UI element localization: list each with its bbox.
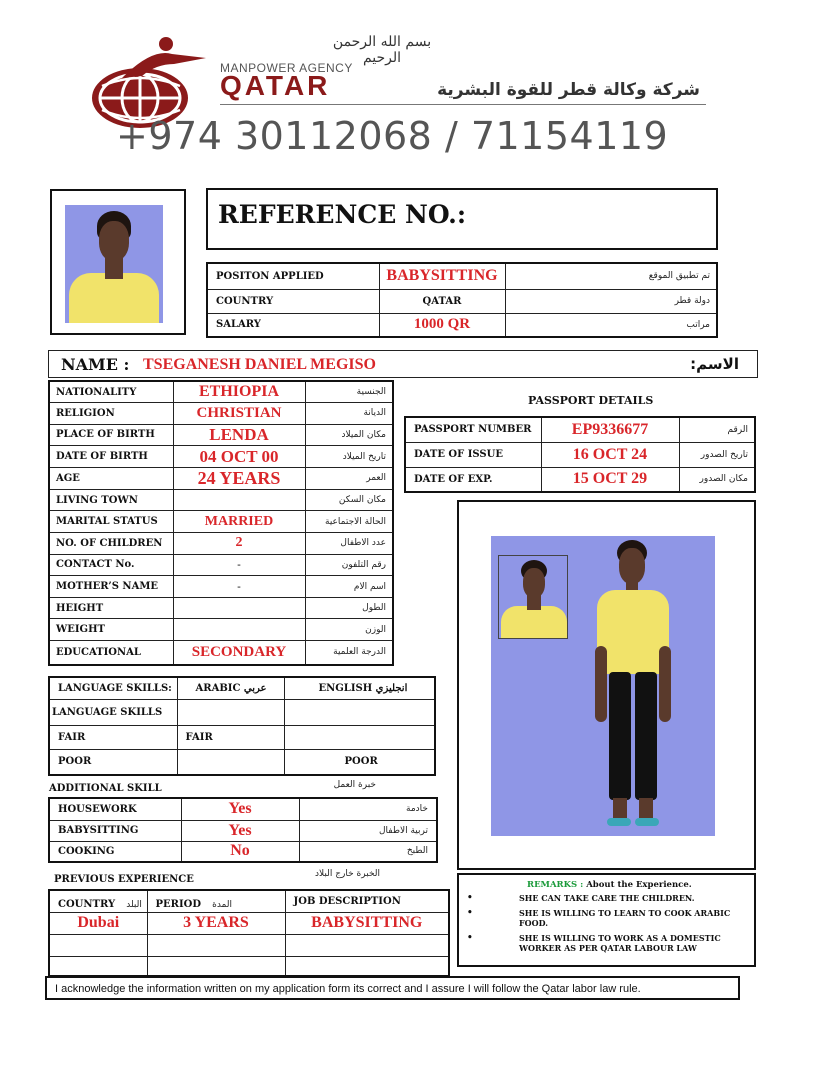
acknowledgement-box bbox=[45, 976, 740, 1000]
info-label: RELIGION bbox=[49, 403, 173, 425]
skill-value: Yes bbox=[181, 798, 299, 820]
exp-country: Dubai bbox=[49, 912, 147, 934]
passport-title: PASSPORT DETAILS bbox=[528, 394, 654, 407]
lang-cell bbox=[177, 699, 284, 725]
exp-cell bbox=[147, 956, 285, 976]
info-arabic: رقم التلفون bbox=[305, 554, 393, 576]
exp-cell bbox=[147, 934, 285, 956]
passport-label: DATE OF EXP. bbox=[405, 467, 541, 492]
info-arabic: الديانة bbox=[305, 403, 393, 425]
remarks-title-green: REMARKS : bbox=[527, 880, 584, 890]
info-label: EDUCATIONAL bbox=[49, 641, 173, 665]
job-value: 1000 QR bbox=[379, 313, 505, 337]
info-arabic: الجنسية bbox=[305, 381, 393, 403]
info-value: MARRIED bbox=[173, 511, 305, 533]
passport-label: PASSPORT NUMBER bbox=[405, 417, 541, 442]
info-arabic: مكان الميلاد bbox=[305, 424, 393, 446]
job-label: POSITON APPLIED bbox=[207, 263, 379, 289]
lang-row-label: LANGUAGE SKILLS bbox=[49, 699, 177, 725]
info-value: - bbox=[173, 554, 305, 576]
skill-label: BABYSITTING bbox=[49, 820, 181, 841]
info-value: CHRISTIAN bbox=[173, 403, 305, 425]
language-table bbox=[48, 676, 436, 776]
skill-value: Yes bbox=[181, 820, 299, 841]
info-arabic: تاريخ الميلاد bbox=[305, 446, 393, 468]
info-value: 04 OCT 00 bbox=[173, 446, 305, 468]
exp-job: BABYSITTING bbox=[285, 912, 449, 934]
job-value: QATAR bbox=[379, 289, 505, 313]
lang-cell bbox=[284, 699, 435, 725]
exp-cell bbox=[49, 956, 147, 976]
lang-arabic-col: ARABIC عربي bbox=[177, 677, 284, 699]
job-table bbox=[206, 262, 718, 338]
info-label: WEIGHT bbox=[49, 619, 173, 641]
job-label: COUNTRY bbox=[207, 289, 379, 313]
remarks-box bbox=[457, 873, 756, 967]
info-arabic: الوزن bbox=[305, 619, 393, 641]
info-arabic: الحالة الاجتماعية bbox=[305, 511, 393, 533]
name-arabic: الاسم: bbox=[690, 355, 739, 373]
exp-col-job: JOB DESCRIPTION bbox=[285, 890, 449, 912]
exp-col-country: COUNTRY البلد bbox=[49, 890, 147, 912]
info-label: NO. OF CHILDREN bbox=[49, 533, 173, 555]
reference-title: REFERENCE NO.: bbox=[218, 200, 467, 229]
info-arabic: عدد الاطفال bbox=[305, 533, 393, 555]
skills-table bbox=[48, 797, 438, 863]
exp-period: 3 YEARS bbox=[147, 912, 285, 934]
exp-col-period: PERIOD المدة bbox=[147, 890, 285, 912]
passport-arabic: تاريخ الصدور bbox=[679, 442, 755, 467]
job-arabic: تم تطبيق الموقع bbox=[505, 263, 717, 289]
agency-name-line1: MANPOWER AGENCY bbox=[220, 61, 353, 75]
agency-name-line2: QATAR bbox=[220, 70, 331, 101]
job-value: BABYSITTING bbox=[379, 263, 505, 289]
acknowledgement-text: I acknowledge the information written on my application form its correct and I assure I will follow the Qatar labor law rule. bbox=[55, 983, 641, 995]
exp-cell bbox=[49, 934, 147, 956]
skill-arabic: خادمة bbox=[299, 798, 437, 820]
passport-table bbox=[404, 416, 756, 493]
lang-fair-arabic: FAIR bbox=[177, 725, 284, 749]
experience-table bbox=[48, 889, 450, 977]
experience-title: PREVIOUS EXPERIENCE bbox=[54, 874, 194, 885]
info-label: HEIGHT bbox=[49, 597, 173, 619]
info-label: MOTHER’S NAME bbox=[49, 576, 173, 598]
full-body-photo bbox=[491, 536, 715, 836]
agency-name-arabic: شركة وكالة قطر للقوة البشرية bbox=[437, 80, 700, 100]
job-arabic: مراتب bbox=[505, 313, 717, 337]
skills-title-arabic: خبرة العمل bbox=[333, 780, 376, 790]
info-arabic: الطول bbox=[305, 597, 393, 619]
name-label: NAME : bbox=[61, 355, 130, 374]
info-label: LIVING TOWN bbox=[49, 489, 173, 511]
info-value: ETHIOPIA bbox=[173, 381, 305, 403]
exp-cell bbox=[285, 934, 449, 956]
info-value bbox=[173, 619, 305, 641]
passport-value: 16 OCT 24 bbox=[541, 442, 679, 467]
info-value: SECONDARY bbox=[173, 641, 305, 665]
lang-poor-english: POOR bbox=[284, 749, 435, 775]
header-underline bbox=[220, 104, 706, 105]
passport-arabic: الرقم bbox=[679, 417, 755, 442]
info-arabic: الدرجة العلمية bbox=[305, 641, 393, 665]
passport-value: EP9336677 bbox=[541, 417, 679, 442]
skill-label: HOUSEWORK bbox=[49, 798, 181, 820]
info-label: NATIONALITY bbox=[49, 381, 173, 403]
info-label: DATE OF BIRTH bbox=[49, 446, 173, 468]
info-label: PLACE OF BIRTH bbox=[49, 424, 173, 446]
phone-numbers: +974 30112068 / 71154119 bbox=[116, 114, 669, 158]
info-arabic: العمر bbox=[305, 467, 393, 489]
lang-header-label: LANGUAGE SKILLS: bbox=[49, 677, 177, 699]
info-label: AGE bbox=[49, 467, 173, 489]
lang-english-col: ENGLISH انجليزي bbox=[284, 677, 435, 699]
info-value bbox=[173, 489, 305, 511]
lang-poor-label: POOR bbox=[49, 749, 177, 775]
remark-item: • SHE IS WILLING TO LEARN TO COOK ARABIC FOOD. bbox=[459, 908, 749, 929]
bismillah-calligraphy: بسم الله الرحمن الرحيم bbox=[332, 34, 432, 66]
name-value: TSEGANESH DANIEL MEGISO bbox=[143, 356, 376, 373]
skill-label: COOKING bbox=[49, 841, 181, 862]
exp-cell bbox=[285, 956, 449, 976]
info-value: LENDA bbox=[173, 424, 305, 446]
skill-arabic: الطبخ bbox=[299, 841, 437, 862]
info-label: MARITAL STATUS bbox=[49, 511, 173, 533]
skill-value: No bbox=[181, 841, 299, 862]
lang-cell bbox=[177, 749, 284, 775]
lang-cell bbox=[284, 725, 435, 749]
name-row bbox=[48, 350, 758, 378]
personal-info-table bbox=[48, 380, 394, 666]
skills-title: ADDITIONAL SKILL bbox=[49, 783, 162, 794]
remark-item: • SHE CAN TAKE CARE THE CHILDREN. bbox=[459, 893, 749, 904]
info-arabic: اسم الام bbox=[305, 576, 393, 598]
info-value: 2 bbox=[173, 533, 305, 555]
info-value: 24 YEARS bbox=[173, 467, 305, 489]
job-label: SALARY bbox=[207, 313, 379, 337]
remarks-list bbox=[459, 893, 749, 958]
info-arabic: مكان السكن bbox=[305, 489, 393, 511]
remarks-title-rest: About the Experience. bbox=[586, 880, 692, 890]
info-label: CONTACT No. bbox=[49, 554, 173, 576]
experience-title-arabic: الخبرة خارج البلاد bbox=[315, 869, 380, 879]
reference-box bbox=[206, 188, 718, 250]
info-value: - bbox=[173, 576, 305, 598]
lang-fair-label: FAIR bbox=[49, 725, 177, 749]
portrait-photo bbox=[65, 205, 163, 323]
passport-value: 15 OCT 29 bbox=[541, 467, 679, 492]
passport-label: DATE OF ISSUE bbox=[405, 442, 541, 467]
job-arabic: دولة قطر bbox=[505, 289, 717, 313]
skill-arabic: تربية الاطفال bbox=[299, 820, 437, 841]
info-value bbox=[173, 597, 305, 619]
remark-item: • SHE IS WILLING TO WORK AS A DOMESTIC WORKER AS PER QATAR LABOUR LAW bbox=[459, 933, 749, 954]
passport-arabic: مكان الصدور bbox=[679, 467, 755, 492]
